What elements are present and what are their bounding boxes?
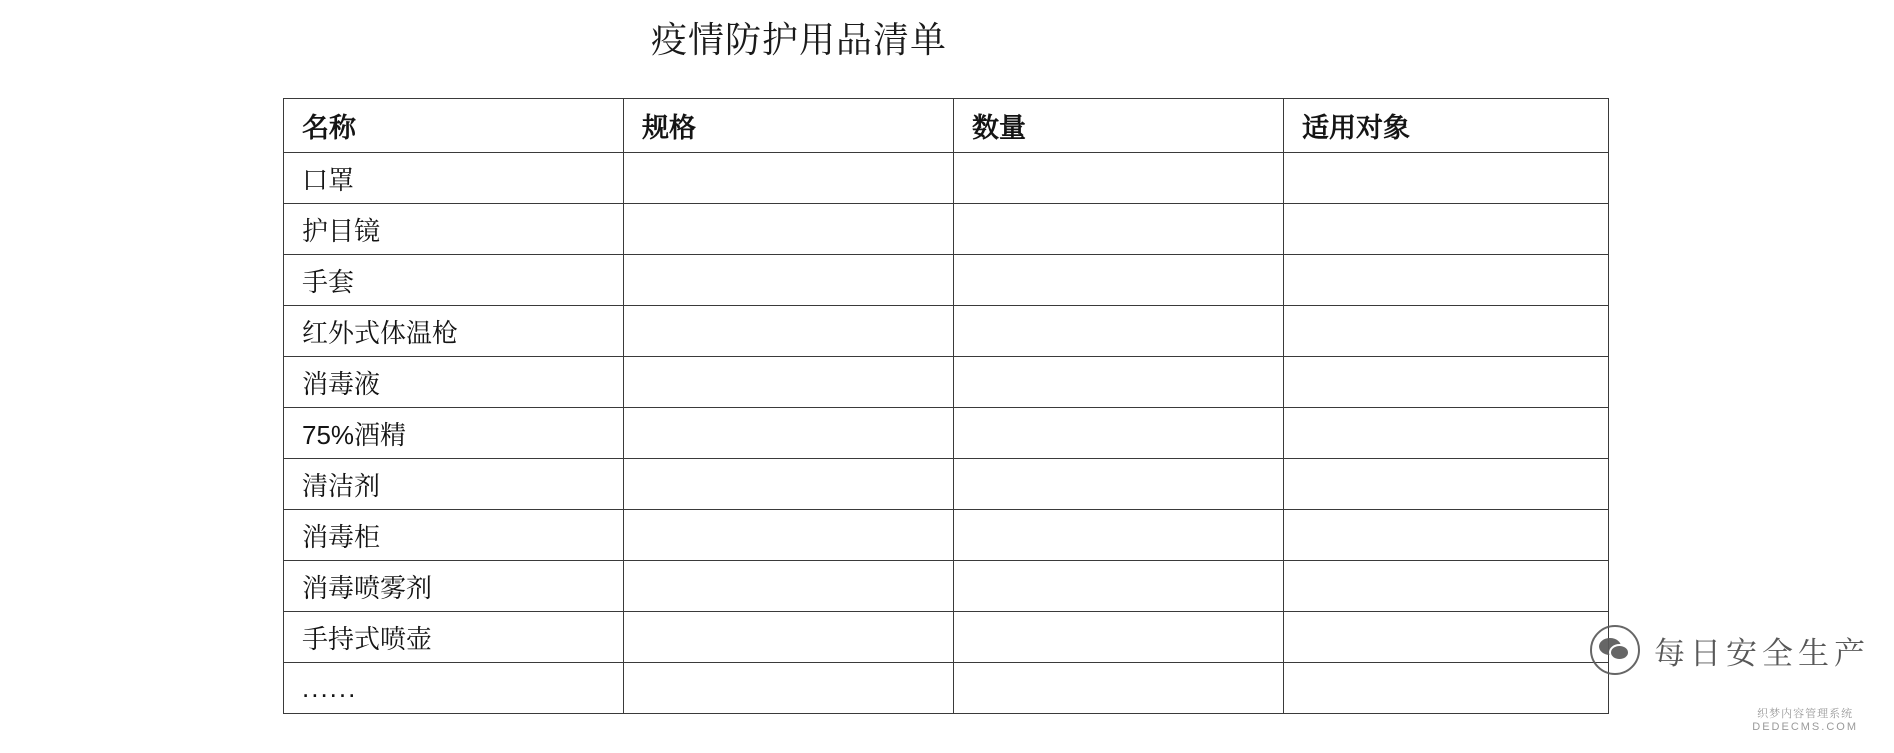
cell-target bbox=[1284, 663, 1609, 714]
cell-spec bbox=[624, 663, 954, 714]
cell-name: 口罩 bbox=[284, 153, 624, 204]
cell-target bbox=[1284, 204, 1609, 255]
brand-watermark bbox=[1590, 625, 1870, 675]
cell-quantity bbox=[954, 561, 1284, 612]
cell-spec bbox=[624, 408, 954, 459]
cell-quantity bbox=[954, 408, 1284, 459]
cell-name: 消毒喷雾剂 bbox=[284, 561, 624, 612]
wechat-icon bbox=[1590, 625, 1640, 675]
cell-name: 75%酒精 bbox=[284, 408, 624, 459]
table-row bbox=[284, 357, 1609, 408]
table-row bbox=[284, 204, 1609, 255]
cell-spec bbox=[624, 561, 954, 612]
cell-spec bbox=[624, 612, 954, 663]
table-row bbox=[284, 612, 1609, 663]
cell-target bbox=[1284, 255, 1609, 306]
table-header bbox=[284, 99, 1609, 153]
footer-credit bbox=[1752, 708, 1858, 736]
table-row bbox=[284, 255, 1609, 306]
table-body bbox=[284, 153, 1609, 714]
table-row bbox=[284, 663, 1609, 714]
cell-target bbox=[1284, 612, 1609, 663]
table-row bbox=[284, 408, 1609, 459]
protective-supplies-table bbox=[283, 98, 1609, 714]
cell-target bbox=[1284, 408, 1609, 459]
cell-name: 消毒液 bbox=[284, 357, 624, 408]
page-title-text: 疫情防护用品清单 bbox=[650, 19, 947, 60]
table-row bbox=[284, 510, 1609, 561]
cell-target bbox=[1284, 306, 1609, 357]
table-row bbox=[284, 153, 1609, 204]
cell-quantity bbox=[954, 153, 1284, 204]
cell-name: 护目镜 bbox=[284, 204, 624, 255]
cell-spec bbox=[624, 255, 954, 306]
column-header-name: 名称 bbox=[284, 99, 624, 153]
footer-credit-line2: DEDECMS.COM bbox=[1752, 721, 1858, 734]
table-row bbox=[284, 459, 1609, 510]
cell-name: 清洁剂 bbox=[284, 459, 624, 510]
cell-spec bbox=[624, 510, 954, 561]
cell-target bbox=[1284, 357, 1609, 408]
cell-name: ...... bbox=[284, 663, 624, 714]
cell-name: 手持式喷壶 bbox=[284, 612, 624, 663]
cell-quantity bbox=[954, 612, 1284, 663]
cell-spec bbox=[624, 459, 954, 510]
items-table-container bbox=[283, 98, 1608, 714]
cell-quantity bbox=[954, 306, 1284, 357]
column-header-quantity: 数量 bbox=[954, 99, 1284, 153]
brand-name: 每日安全生产 bbox=[1654, 635, 1870, 671]
cell-spec bbox=[624, 204, 954, 255]
cell-quantity bbox=[954, 255, 1284, 306]
table-row bbox=[284, 561, 1609, 612]
cell-target bbox=[1284, 510, 1609, 561]
cell-name: 红外式体温枪 bbox=[284, 306, 624, 357]
cell-name: 消毒柜 bbox=[284, 510, 624, 561]
page-title bbox=[0, 18, 1894, 62]
cell-target bbox=[1284, 561, 1609, 612]
cell-spec bbox=[624, 153, 954, 204]
cell-quantity bbox=[954, 357, 1284, 408]
cell-spec bbox=[624, 306, 954, 357]
cell-quantity bbox=[954, 204, 1284, 255]
cell-spec bbox=[624, 357, 954, 408]
table-row bbox=[284, 306, 1609, 357]
cell-name: 手套 bbox=[284, 255, 624, 306]
cell-quantity bbox=[954, 459, 1284, 510]
cell-quantity bbox=[954, 663, 1284, 714]
column-header-target: 适用对象 bbox=[1284, 99, 1609, 153]
footer-credit-line1: 织梦内容管理系统 bbox=[1757, 707, 1854, 720]
column-header-spec: 规格 bbox=[624, 99, 954, 153]
table-header-row bbox=[284, 99, 1609, 153]
cell-quantity bbox=[954, 510, 1284, 561]
cell-target bbox=[1284, 459, 1609, 510]
cell-target bbox=[1284, 153, 1609, 204]
